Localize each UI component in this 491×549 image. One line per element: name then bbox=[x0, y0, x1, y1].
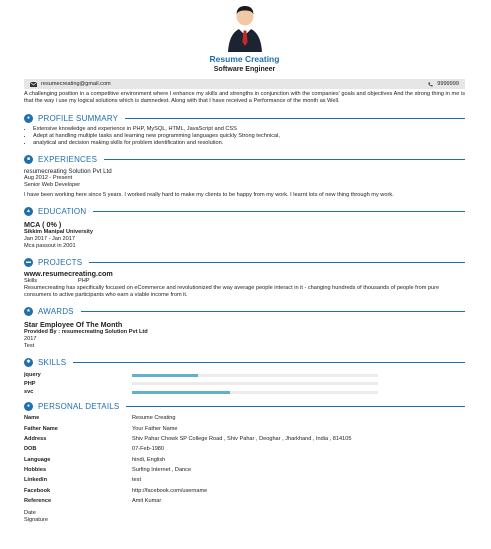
section-divider bbox=[89, 262, 465, 263]
candidate-name: Resume Creating bbox=[209, 54, 280, 64]
detail-row bbox=[24, 454, 465, 464]
avatar bbox=[225, 4, 265, 52]
skill-bar-track bbox=[132, 382, 378, 385]
award-year: 2017 bbox=[24, 335, 37, 342]
detail-value[interactable]: http://facebook.com/username bbox=[132, 487, 208, 494]
gear-icon: ✱ bbox=[24, 358, 33, 367]
detail-row bbox=[24, 444, 465, 454]
signature-label: Signature bbox=[24, 516, 48, 523]
skill-bar-fill bbox=[132, 391, 230, 394]
project-description: Resumecreating has specifically focused on eCommerce and revolutionized the way average people interact in it - changing hundreds of thousands of people from pure consumers to active participants who earn a viable income from it. bbox=[24, 284, 440, 298]
avatar-wrap bbox=[24, 0, 465, 52]
skills-list bbox=[24, 371, 465, 397]
contact-bar bbox=[24, 79, 465, 89]
objective-text: A challenging position in a competitive environment where I enhance my skills and strengths in conjunction with the companies' goals and objectives And the strong thing in me is that the way i use my logical solutions which is damnedest. Along with that I have received a Performance of the month as Well. bbox=[24, 91, 465, 105]
experience-description: I have been working here since 5 years. I worked really hard to make my clients to be happy from my work. I learnt lots of new thing through my work. bbox=[24, 191, 394, 198]
phone-icon bbox=[428, 82, 433, 87]
contact-email bbox=[30, 81, 111, 87]
phone-text: 9999999 bbox=[437, 81, 459, 87]
experience-period: Aug 2012 - Present bbox=[24, 174, 73, 181]
project-title: www.resumecreating.com bbox=[24, 268, 113, 278]
section-projects bbox=[24, 258, 465, 268]
section-divider bbox=[81, 311, 465, 312]
skill-name: jquery bbox=[24, 372, 41, 379]
detail-row bbox=[24, 465, 465, 475]
detail-value: Resume Creating bbox=[132, 415, 176, 422]
detail-key: Father Name bbox=[24, 425, 58, 432]
date-label: Date bbox=[24, 509, 36, 516]
skill-row bbox=[24, 388, 465, 397]
section-title: EXPERIENCES bbox=[38, 155, 98, 165]
detail-value: hindi, English bbox=[132, 456, 166, 463]
skill-bar-track bbox=[132, 391, 378, 394]
detail-row bbox=[24, 485, 465, 495]
detail-value: Surfing Internet , Dance bbox=[132, 466, 192, 473]
project-skills-label: Skills bbox=[24, 277, 38, 284]
briefcase-icon: ■ bbox=[24, 155, 33, 164]
education-university: Sikkim Manipal University bbox=[24, 228, 94, 235]
list-item: • analytical and decision making skills for problem identification and resolution. bbox=[33, 140, 465, 147]
detail-value: Amit Kumar bbox=[132, 497, 162, 504]
detail-key: Language bbox=[24, 456, 51, 463]
section-title: PROJECTS bbox=[38, 258, 83, 268]
section-divider bbox=[104, 159, 465, 160]
graduation-cap-icon: ▲ bbox=[24, 207, 33, 216]
detail-row bbox=[24, 475, 465, 485]
detail-key: Address bbox=[24, 436, 47, 443]
section-personal-details bbox=[24, 401, 465, 411]
award-title: Star Employee Of The Month bbox=[24, 319, 123, 329]
skill-bar-track bbox=[132, 374, 378, 377]
section-title: PERSONAL DETAILS bbox=[38, 401, 120, 411]
user-icon: ● bbox=[24, 402, 33, 411]
project-skills-value: PHP bbox=[78, 277, 90, 284]
profile-list bbox=[24, 126, 465, 146]
detail-key: Reference bbox=[24, 497, 52, 504]
skill-row bbox=[24, 371, 465, 380]
detail-value: test bbox=[132, 477, 142, 484]
education-degree: MCA ( 0% ) bbox=[24, 219, 62, 229]
profile-icon: ● bbox=[24, 114, 33, 123]
envelope-icon bbox=[30, 82, 37, 87]
trophy-icon: ★ bbox=[24, 307, 33, 316]
detail-key: Hobbies bbox=[24, 466, 47, 473]
section-profile-summary bbox=[24, 113, 465, 123]
award-provider: Provided By : resumecreating Solution Pvt Ltd bbox=[24, 328, 148, 335]
experience-company: resumecreating Solution Pvt Ltd bbox=[24, 167, 112, 175]
folder-icon: ▬ bbox=[26, 259, 31, 266]
detail-value: 07-Feb-1980 bbox=[132, 446, 165, 453]
detail-key: Linkedin bbox=[24, 477, 47, 484]
detail-key: Facebook bbox=[24, 487, 51, 494]
detail-key: Name bbox=[24, 415, 40, 422]
list-item: • Extensive knowledge and experience in PHP, MySQL, HTML, JavaScript and CSS bbox=[33, 126, 465, 133]
section-education bbox=[24, 207, 465, 217]
personal-details-list bbox=[24, 413, 465, 506]
section-divider bbox=[126, 406, 465, 407]
section-divider bbox=[73, 362, 465, 363]
section-skills bbox=[24, 358, 465, 368]
detail-value: Shiv Pahar Chowk SP College Road , Shiv Pahar , Deoghar , Jharkhand , India , 814105 bbox=[132, 436, 352, 443]
detail-key: DOB bbox=[24, 446, 37, 453]
signature-block bbox=[24, 510, 465, 524]
section-awards bbox=[24, 307, 465, 317]
detail-row bbox=[24, 434, 465, 444]
skill-row bbox=[24, 379, 465, 388]
section-title: EDUCATION bbox=[38, 207, 87, 217]
section-experiences bbox=[24, 155, 465, 165]
education-period: Jan 2017 - Jan 2017 bbox=[24, 235, 76, 242]
list-item: • Adept at handling multiple tasks and learning new programming languages quickly Strong technical, bbox=[33, 133, 465, 140]
contact-phone bbox=[428, 81, 459, 87]
skill-name: svc bbox=[24, 389, 34, 396]
education-passout: Mca passout in 2001 bbox=[24, 242, 76, 249]
section-divider bbox=[125, 118, 465, 119]
section-title: PROFILE SUMMARY bbox=[38, 113, 119, 123]
section-divider bbox=[93, 211, 465, 212]
skill-bar-fill bbox=[132, 374, 198, 377]
detail-row bbox=[24, 496, 465, 506]
section-title: AWARDS bbox=[38, 307, 74, 317]
detail-value: Your Father Name bbox=[132, 425, 178, 432]
candidate-title: Software Engineer bbox=[213, 66, 276, 73]
award-note: Test bbox=[24, 342, 35, 349]
section-title: SKILLS bbox=[38, 358, 67, 368]
detail-row bbox=[24, 424, 465, 434]
skill-name: PHP bbox=[24, 380, 36, 387]
experience-role: Senior Web Developer bbox=[24, 181, 81, 188]
detail-row bbox=[24, 413, 465, 423]
email-text[interactable]: resumecreating@gmail.com bbox=[41, 81, 111, 87]
project-skills bbox=[24, 278, 465, 285]
